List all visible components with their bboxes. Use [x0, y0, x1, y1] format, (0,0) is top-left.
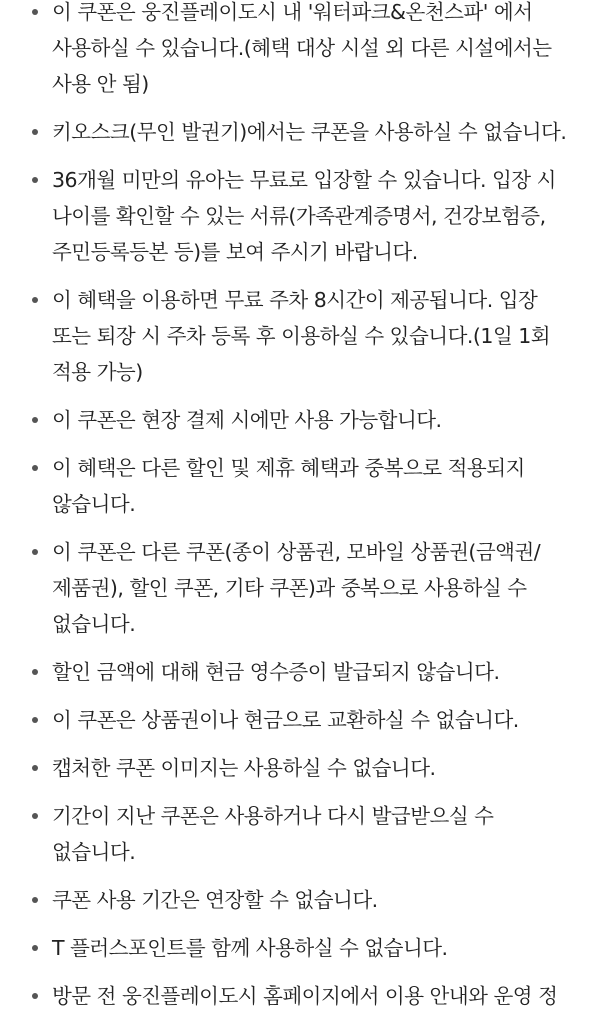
bullet-icon — [32, 465, 38, 471]
notice-text: 이 쿠폰은 다른 쿠폰(종이 상품권, 모바일 상품권(금액권/제품권), 할인 쿠폰, 기타 쿠폰)과 중복으로 사용하실 수 없습니다. — [52, 540, 541, 636]
notice-text: 이 혜택은 다른 할인 및 제휴 혜택과 중복으로 적용되지 않습니다. — [52, 456, 525, 516]
bullet-icon — [32, 897, 38, 903]
bullet-icon — [32, 417, 38, 423]
bullet-icon — [32, 129, 38, 135]
bullet-icon — [32, 297, 38, 303]
notice-text: 이 혜택을 이용하면 무료 주차 8시간이 제공됩니다. 입장 또는 퇴장 시 주차 등록 후 이용하실 수 있습니다.(1일 1회 적용 가능) — [52, 288, 551, 384]
notice-text: 이 쿠폰은 현장 결제 시에만 사용 가능합니다. — [52, 408, 442, 432]
notice-item-onsite-payment — [0, 402, 601, 438]
notice-item-infant — [0, 162, 601, 270]
notice-item-parking — [0, 282, 601, 390]
notice-item-t-plus-point — [0, 930, 601, 966]
notice-text: 기간이 지난 쿠폰은 사용하거나 다시 발급받으실 수 없습니다. — [52, 804, 494, 864]
notice-text: 쿠폰 사용 기간은 연장할 수 없습니다. — [52, 888, 378, 912]
notice-item-homepage — [0, 978, 601, 1014]
notice-text: 36개월 미만의 유아는 무료로 입장할 수 있습니다. 입장 시 나이를 확인할 수 있는 서류(가족관계증명서, 건강보험증, 주민등록등본 등)를 보여 주시기 바랍니다. — [52, 168, 556, 264]
notice-item-no-duplicate-coupon — [0, 534, 601, 642]
bullet-icon — [32, 549, 38, 555]
notice-text: 할인 금액에 대해 현금 영수증이 발급되지 않습니다. — [52, 660, 500, 684]
notice-item-facility — [0, 0, 601, 102]
notice-text: 키오스크(무인 발권기)에서는 쿠폰을 사용하실 수 없습니다. — [52, 120, 567, 144]
notice-item-expired — [0, 798, 601, 870]
bullet-icon — [32, 669, 38, 675]
notice-item-kiosk — [0, 114, 601, 150]
notice-item-no-screenshot — [0, 750, 601, 786]
bullet-icon — [32, 717, 38, 723]
notice-item-no-duplicate-benefit — [0, 450, 601, 522]
notice-item-no-extension — [0, 882, 601, 918]
bullet-icon — [32, 177, 38, 183]
notice-text: 방문 전 웅진플레이도시 홈페이지에서 이용 안내와 운영 정 — [52, 984, 558, 1008]
notice-text: 이 쿠폰은 웅진플레이도시 내 '워터파크&온천스파' 에서 사용하실 수 있습니다.(혜택 대상 시설 외 다른 시설에서는 사용 안 됨) — [52, 0, 552, 96]
bullet-icon — [32, 813, 38, 819]
bullet-icon — [32, 945, 38, 951]
bullet-icon — [32, 765, 38, 771]
notice-item-no-exchange — [0, 702, 601, 738]
bullet-icon — [32, 9, 38, 15]
bullet-icon — [32, 993, 38, 999]
notice-text: T 플러스포인트를 함께 사용하실 수 없습니다. — [52, 936, 448, 960]
notice-text: 이 쿠폰은 상품권이나 현금으로 교환하실 수 없습니다. — [52, 708, 519, 732]
notice-item-receipt — [0, 654, 601, 690]
notice-text: 캡처한 쿠폰 이미지는 사용하실 수 없습니다. — [52, 756, 436, 780]
